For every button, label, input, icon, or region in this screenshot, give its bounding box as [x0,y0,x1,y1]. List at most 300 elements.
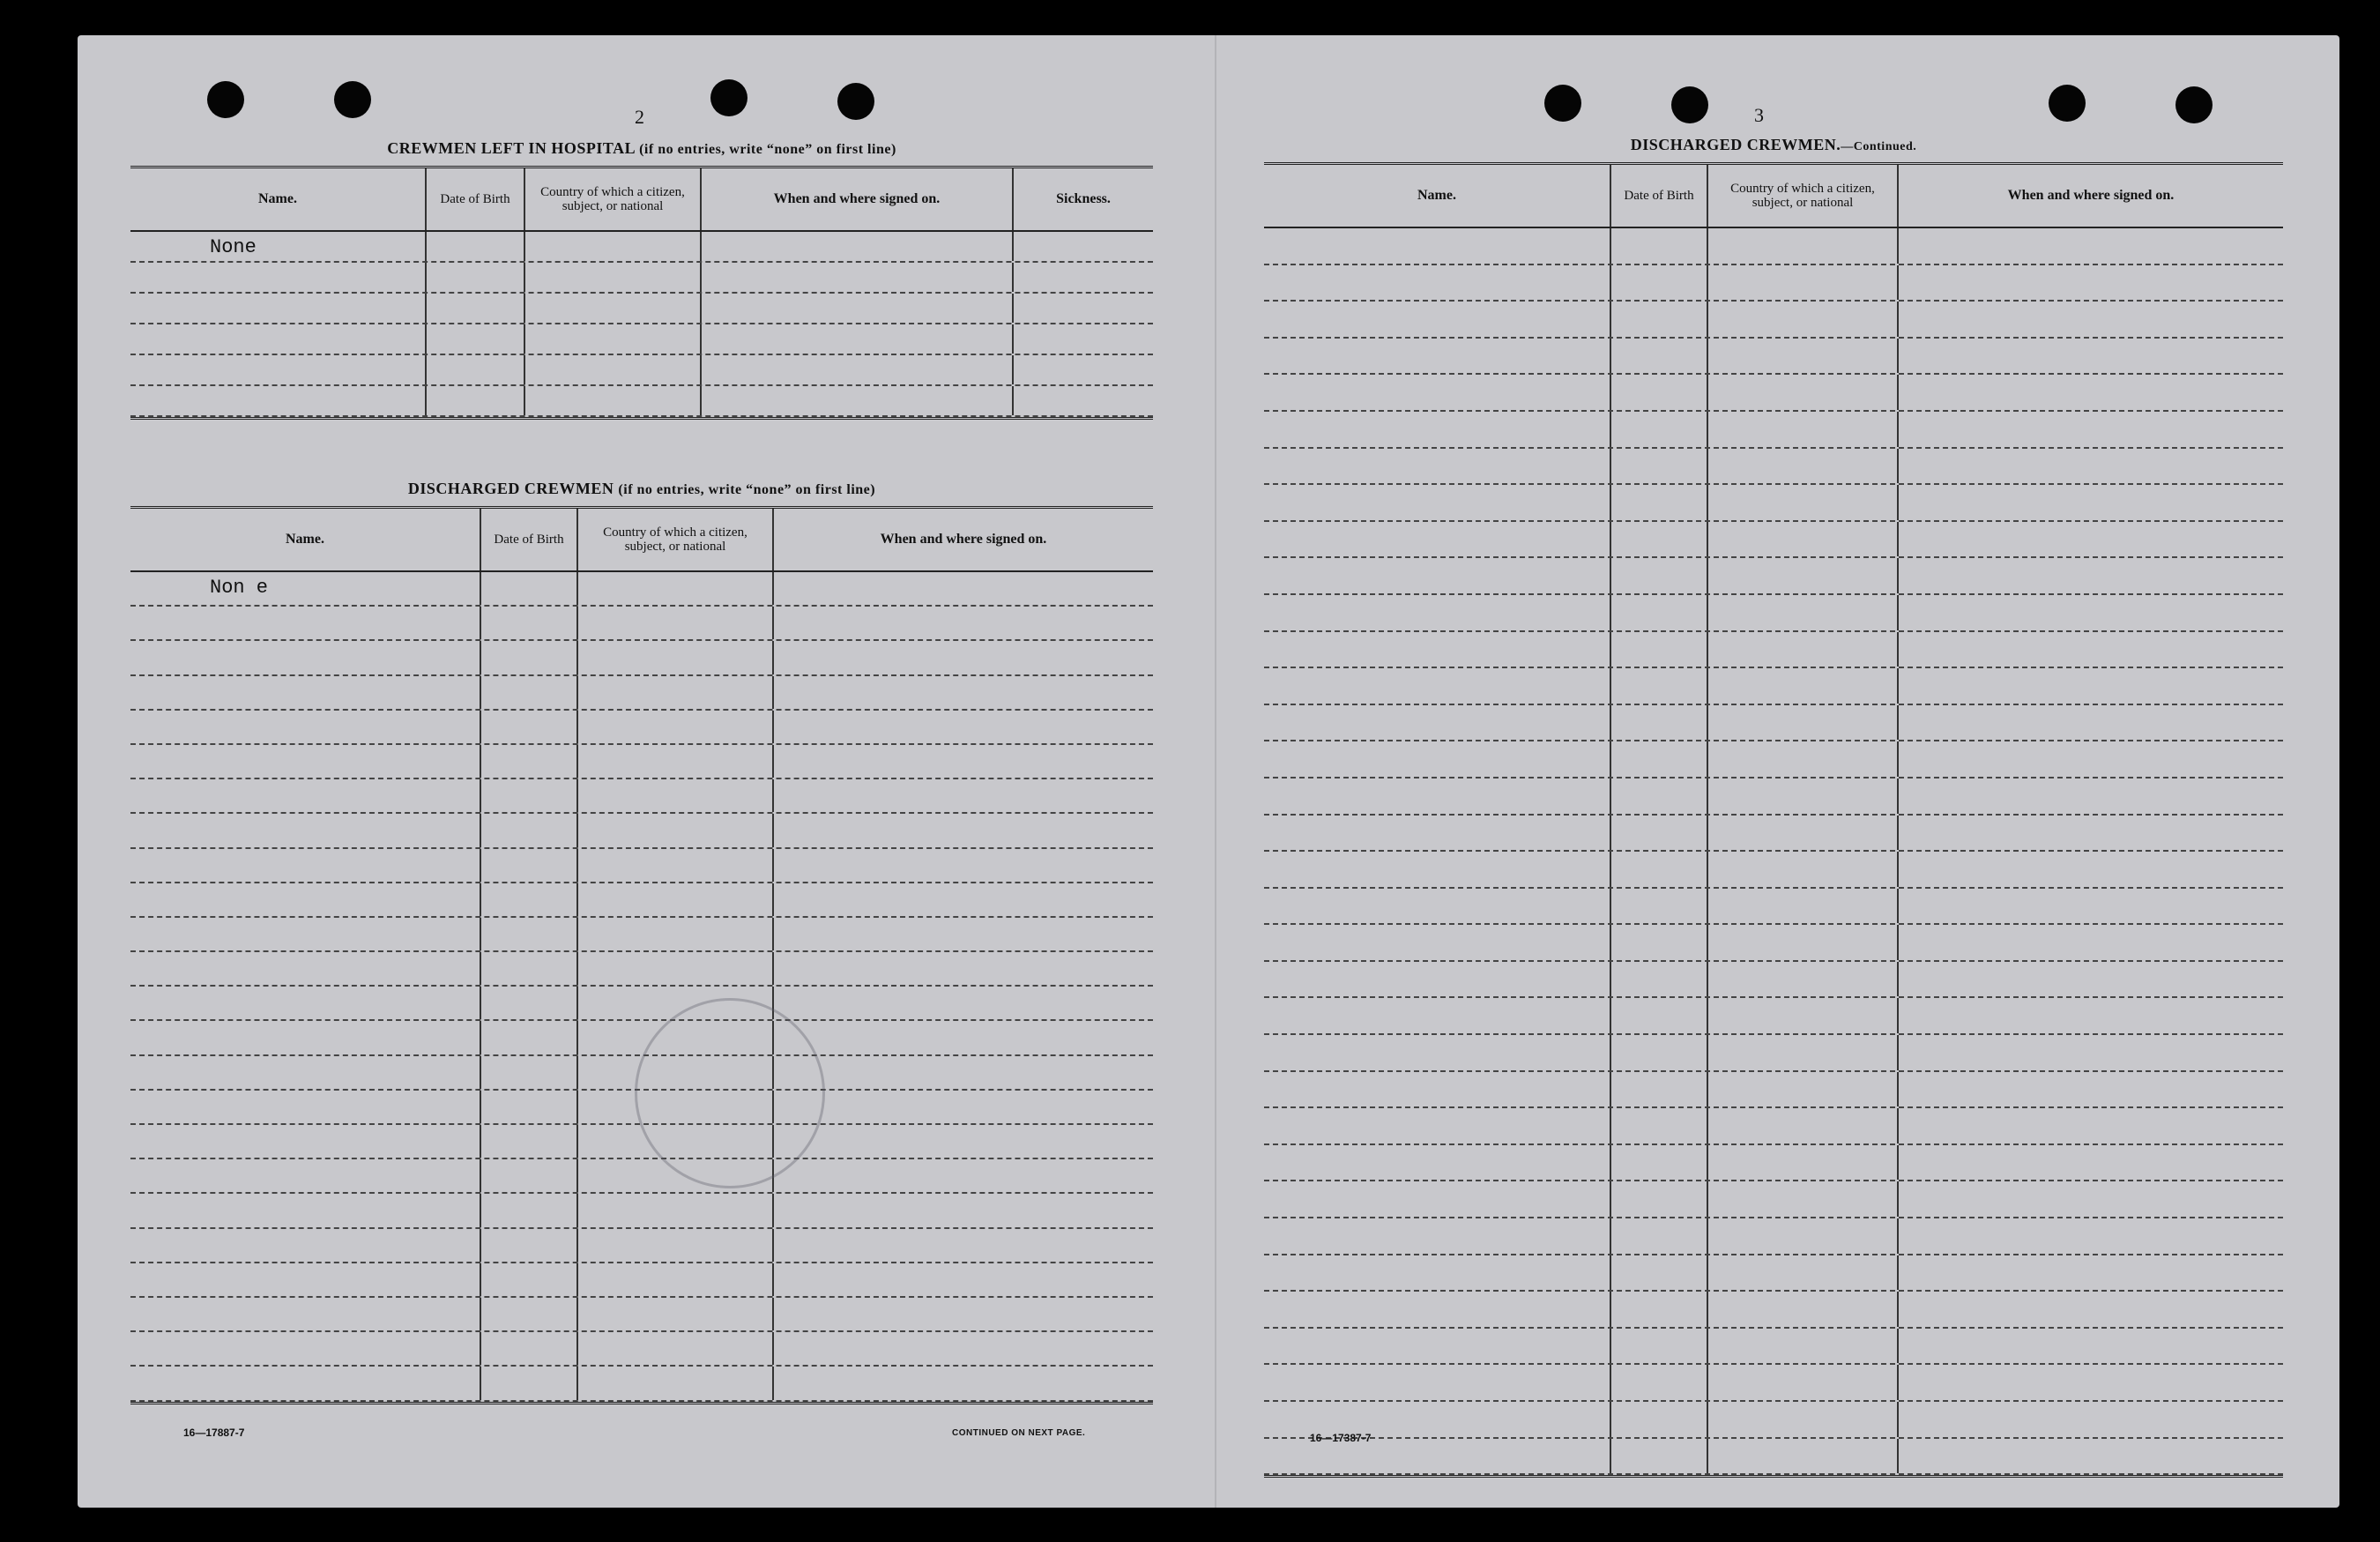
table-row [1264,302,2283,339]
table-cell [525,263,702,292]
table-cell [1611,485,1708,520]
table-row [130,607,1153,641]
table-cell [774,1091,1153,1123]
table-cell [1611,265,1708,301]
table-cell [130,883,481,916]
table-cell [1264,889,1611,924]
table-row [1264,485,2283,522]
table-cell [1899,558,2283,593]
table-cell [1264,595,1611,630]
table-cell [702,324,1014,354]
table-cell [774,849,1153,882]
table-cell [1611,962,1708,997]
table-row [130,987,1153,1021]
table-row [130,1229,1153,1263]
table-cell [1264,375,1611,410]
table-cell [1708,522,1899,557]
table-cell [1708,705,1899,741]
table-row [1264,962,2283,999]
hospital-table [130,166,1153,420]
table-cell [578,883,774,916]
table-cell [1899,412,2283,447]
table-cell [1611,302,1708,337]
table-cell [481,918,578,950]
column-header-signed-on: When and where signed on. [880,532,1047,547]
table-cell [481,883,578,916]
table-cell [1899,1365,2283,1400]
table-cell [130,294,427,323]
table-row [130,849,1153,883]
table-row [1264,1402,2283,1439]
table-row [1264,228,2283,265]
table-cell [774,572,1153,605]
table-row [1264,778,2283,816]
form-number: 16—17887-7 [183,1427,245,1439]
table-cell [1264,778,1611,814]
table-cell [130,641,481,674]
table-cell [1014,232,1153,261]
table-cell [1708,265,1899,301]
table-cell [578,676,774,709]
table-cell [1899,1035,2283,1070]
table-cell [130,849,481,882]
table-cell [774,987,1153,1019]
table-cell [1264,668,1611,704]
table-cell [1264,1145,1611,1181]
table-cell [774,952,1153,985]
table-cell [130,952,481,985]
table-cell [774,1298,1153,1330]
table-cell [1264,1292,1611,1327]
table-cell [130,779,481,812]
table-row [130,641,1153,675]
table-cell [578,952,774,985]
table-cell [130,745,481,778]
table-row [1264,265,2283,302]
discharged-title-text: DISCHARGED CREWMEN. [1630,136,1841,153]
table-cell [774,1021,1153,1054]
table-cell [578,1229,774,1262]
table-cell [774,1194,1153,1226]
table-cell [578,814,774,846]
table-cell [1611,925,1708,960]
table-cell [1899,889,2283,924]
table-cell [1899,302,2283,337]
table-cell [1264,1329,1611,1364]
table-cell [130,1056,481,1089]
table-cell [774,918,1153,950]
discharged-table [130,506,1153,1404]
column-header-signed-on: When and where signed on. [702,168,1014,230]
table-cell [481,1021,578,1054]
right-page [1264,35,2283,1508]
table-cell [427,232,525,261]
table-row [1264,412,2283,449]
table-cell [702,263,1014,292]
table-cell [130,1194,481,1226]
table-cell [1708,375,1899,410]
table-cell [481,849,578,882]
table-cell [1899,1218,2283,1254]
table-cell [1899,485,2283,520]
table-cell [774,607,1153,639]
table-cell [578,711,774,743]
table-cell [1708,302,1899,337]
table-cell [1708,632,1899,667]
table-cell [1264,1218,1611,1254]
table-cell [1899,1108,2283,1143]
form-sheet [78,35,2339,1508]
table-row [130,918,1153,952]
table-cell [130,676,481,709]
table-cell [481,1159,578,1192]
table-cell [1264,816,1611,851]
table-cell [1611,668,1708,704]
table-cell [774,779,1153,812]
table-cell [481,952,578,985]
table-row [1264,522,2283,559]
table-cell [1899,1439,2283,1474]
table-cell [1611,1439,1708,1474]
table-cell [1708,925,1899,960]
discharged-continued-table [1264,162,2283,1478]
table-cell [1708,778,1899,814]
table-cell [1014,294,1153,323]
column-header-date-of-birth: Date of Birth [481,509,578,570]
table-cell [578,918,774,950]
table-row [1264,632,2283,669]
table-cell [1264,852,1611,887]
discharged-continued-title [1264,136,2283,154]
table-cell [130,918,481,950]
table-cell [1708,998,1899,1033]
table-cell [427,294,525,323]
table-cell [1708,485,1899,520]
table-cell [774,883,1153,916]
table-cell [1708,1072,1899,1107]
table-cell [1899,1292,2283,1327]
table-row [130,294,1153,324]
table-cell [1708,1292,1899,1327]
discharged-title-note: (if no entries, write “none” on first line) [618,482,876,497]
table-cell [1899,522,2283,557]
table-row [130,1332,1153,1367]
table-cell [1611,1072,1708,1107]
table-row [130,1021,1153,1055]
table-cell [1708,1329,1899,1364]
table-cell [578,745,774,778]
table-cell [1611,412,1708,447]
table-cell [1708,1402,1899,1437]
page-fold [1215,35,1216,1508]
table-cell [1264,1108,1611,1143]
column-header-name: Name. [130,509,481,570]
table-cell [1611,522,1708,557]
column-header-name: Name. [130,168,427,230]
table-row [1264,1439,2283,1476]
table-row [1264,1072,2283,1109]
page-number: 3 [1754,104,1764,126]
table-cell [130,1125,481,1158]
table-cell [578,572,774,605]
table-cell [1899,778,2283,814]
table-cell [130,1367,481,1399]
continued-note: CONTINUED ON NEXT PAGE. [952,1428,1086,1438]
table-cell [1611,1365,1708,1400]
table-cell [1264,339,1611,374]
table-cell [481,779,578,812]
table-cell [481,1263,578,1296]
table-cell [525,355,702,384]
table-cell [130,1229,481,1262]
table-cell [427,324,525,354]
table-row [130,1263,1153,1298]
table-cell [525,294,702,323]
table-cell [1611,1108,1708,1143]
table-cell [1264,1181,1611,1217]
table-cell [1899,339,2283,374]
table-cell [1708,1439,1899,1474]
table-cell [1899,595,2283,630]
table-cell [1899,1402,2283,1437]
table-cell [130,814,481,846]
table-row [130,745,1153,779]
table-row [1264,1255,2283,1292]
table-row [1264,1035,2283,1072]
table-cell [1611,1035,1708,1070]
table-cell [1708,558,1899,593]
table-cell [774,745,1153,778]
table-cell [774,1159,1153,1192]
faded-stamp [635,998,825,1188]
table-cell [774,641,1153,674]
table-cell [1899,998,2283,1033]
table-row [130,1194,1153,1228]
table-cell [130,355,427,384]
table-cell [481,745,578,778]
table-cell [1899,741,2283,777]
table-cell [481,1091,578,1123]
column-header-sickness: Sickness. [1056,191,1111,206]
hospital-section-title [130,139,1153,158]
column-header-country: Country of which a citizen, subject, or national [1708,165,1899,227]
table-cell [130,324,427,354]
table-row [1264,741,2283,778]
table-cell [774,1229,1153,1262]
table-cell [1611,449,1708,484]
table-cell [1611,1145,1708,1181]
table-cell [1611,1329,1708,1364]
table-cell [1899,668,2283,704]
table-cell [1899,1329,2283,1364]
table-cell [1611,998,1708,1033]
table-cell [481,607,578,639]
table-cell [1611,741,1708,777]
table-cell [774,1125,1153,1158]
table-cell [525,324,702,354]
table-cell [481,676,578,709]
table-cell [481,1125,578,1158]
table-cell [1264,485,1611,520]
table-row [1264,1181,2283,1218]
table-cell [427,355,525,384]
table-cell [481,641,578,674]
table-row [1264,1145,2283,1182]
table-cell [481,814,578,846]
table-cell [1708,228,1899,264]
table-row [1264,889,2283,926]
table-cell [1611,816,1708,851]
right-rows [1264,228,2283,1475]
table-cell [702,386,1014,415]
table-cell [1611,852,1708,887]
table-cell [578,641,774,674]
table-cell [1611,1292,1708,1327]
table-cell [1899,1072,2283,1107]
table-row [130,676,1153,711]
table-cell [774,1367,1153,1399]
table-cell [1611,228,1708,264]
table-cell [1899,228,2283,264]
table-header [130,509,1153,572]
table-cell [774,711,1153,743]
table-cell [578,1263,774,1296]
table-row [1264,1329,2283,1366]
column-header-date-of-birth: Date of Birth [1611,165,1708,227]
table-row [1264,998,2283,1035]
table-cell [578,607,774,639]
table-cell [1264,302,1611,337]
hospital-title-text: CREWMEN LEFT IN HOSPITAL [387,139,636,157]
table-cell [1611,705,1708,741]
table-cell [1708,889,1899,924]
table-cell [481,987,578,1019]
table-cell [481,1298,578,1330]
table-cell [1014,355,1153,384]
entry-none: Non e [130,572,481,605]
table-row [1264,339,2283,376]
continued-suffix: —Continued. [1841,140,1917,153]
table-cell [774,1332,1153,1365]
table-cell [1611,889,1708,924]
table-row [130,355,1153,386]
column-header-country: Country of which a citizen, subject, or national [525,168,702,230]
table-row [130,324,1153,355]
table-cell [130,1332,481,1365]
table-cell [130,607,481,639]
entry-none: None [130,232,427,261]
table-cell [525,386,702,415]
column-header-name: Name. [1264,165,1611,227]
hospital-rows [130,232,1153,417]
table-cell [1264,998,1611,1033]
table-row [1264,816,2283,853]
table-cell [1264,1035,1611,1070]
table-row [130,952,1153,987]
table-cell [481,572,578,605]
table-cell [1264,632,1611,667]
table-header [1264,165,2283,228]
table-cell [130,1263,481,1296]
table-cell [427,386,525,415]
table-cell [1264,558,1611,593]
table-cell [578,1367,774,1399]
table-row [130,814,1153,848]
table-row [130,1367,1153,1401]
table-cell [1708,668,1899,704]
discharged-rows [130,572,1153,1402]
table-cell [1014,263,1153,292]
table-cell [1264,1072,1611,1107]
column-header-country: Country of which a citizen, subject, or national [578,509,774,570]
discharged-section-title [130,480,1153,498]
table-cell [130,1091,481,1123]
table-cell [130,1298,481,1330]
table-header [130,168,1153,232]
table-row [130,386,1153,417]
table-cell [1264,1365,1611,1400]
table-row [130,883,1153,918]
table-cell [1899,1255,2283,1291]
table-cell [1014,324,1153,354]
table-cell [1264,1255,1611,1291]
table-row [130,711,1153,745]
table-cell [1264,265,1611,301]
table-cell [1708,1365,1899,1400]
table-cell [1611,375,1708,410]
table-cell [578,849,774,882]
table-cell [130,263,427,292]
table-cell [1708,1255,1899,1291]
table-row [1264,449,2283,486]
table-cell [1708,339,1899,374]
table-cell [130,386,427,415]
table-cell [1708,1218,1899,1254]
table-cell [130,1021,481,1054]
hospital-title-note: (if no entries, write “none” on first line) [639,142,896,157]
table-row [1264,1292,2283,1329]
table-row [130,572,1153,607]
table-row [1264,925,2283,962]
table-cell [1611,1255,1708,1291]
table-cell [774,1056,1153,1089]
table-cell [702,355,1014,384]
table-cell [1611,1402,1708,1437]
table-cell [1899,1181,2283,1217]
table-cell [525,232,702,261]
table-cell [1708,852,1899,887]
table-row [130,263,1153,294]
table-row [130,1298,1153,1332]
table-cell [1611,339,1708,374]
table-cell [481,1367,578,1399]
table-row [1264,375,2283,412]
table-cell [1264,449,1611,484]
table-cell [1708,962,1899,997]
table-cell [1708,1145,1899,1181]
table-cell [1899,1145,2283,1181]
table-cell [578,1332,774,1365]
table-cell [1264,228,1611,264]
table-cell [1611,558,1708,593]
table-row [130,1159,1153,1194]
table-row [1264,668,2283,705]
table-cell [774,676,1153,709]
table-row [130,779,1153,814]
table-cell [702,232,1014,261]
table-cell [1708,1108,1899,1143]
table-row [130,232,1153,263]
